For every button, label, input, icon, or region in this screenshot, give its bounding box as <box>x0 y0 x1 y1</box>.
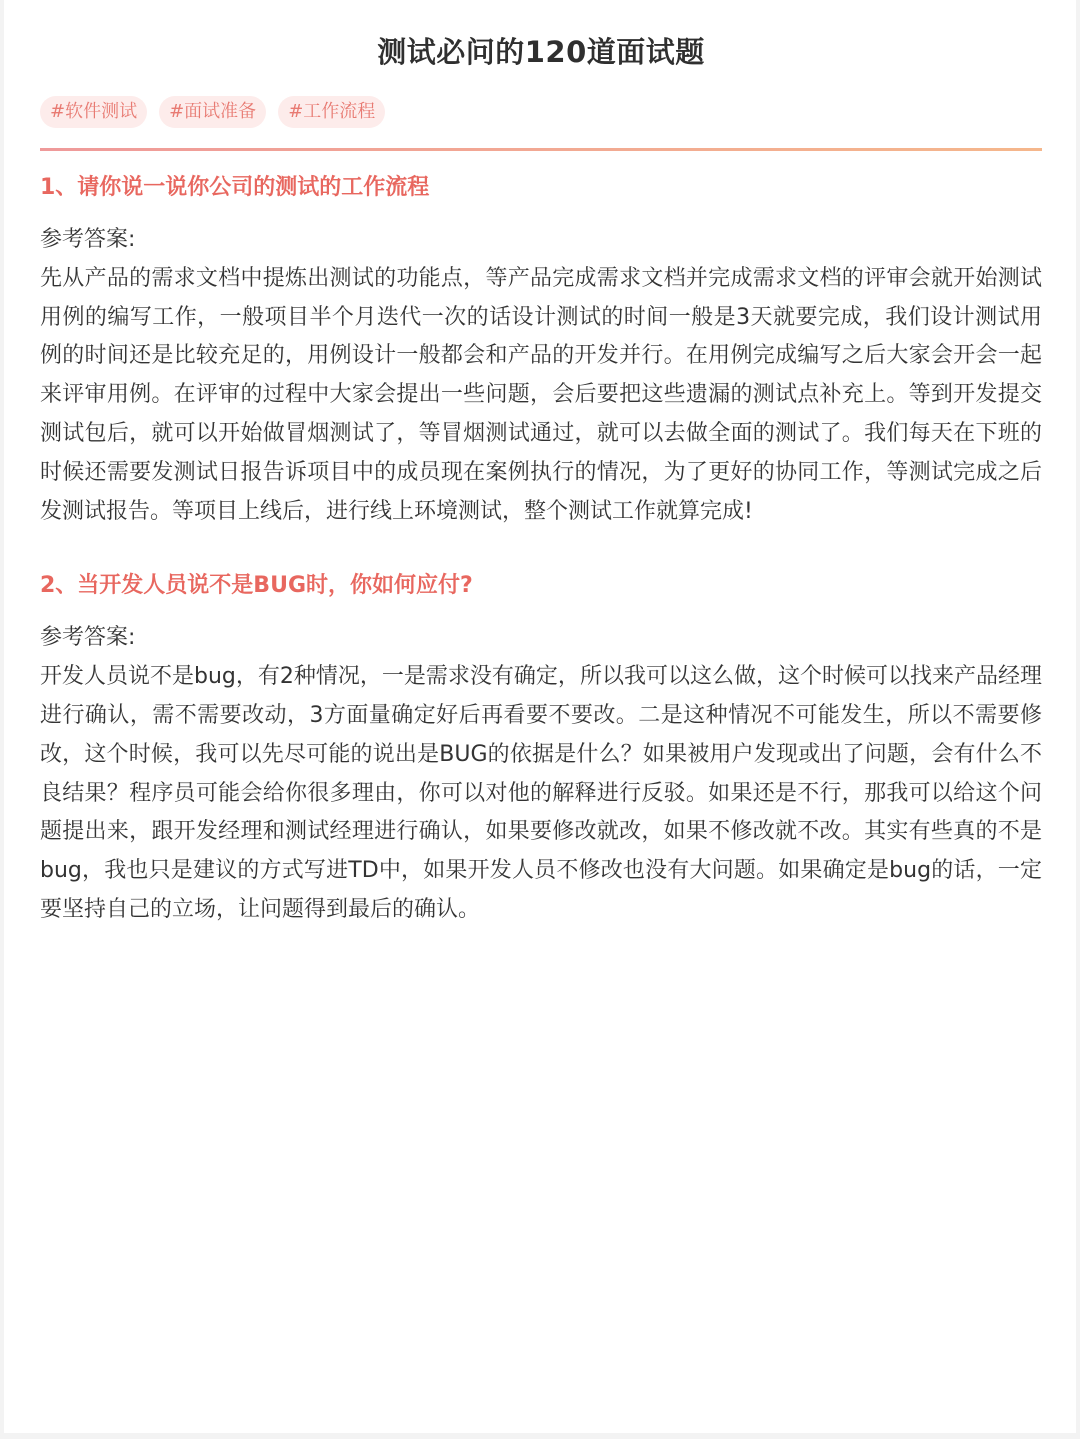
page-title: 测试必问的120道面试题 <box>377 35 705 69</box>
tag-interview-prep[interactable]: #面试准备 <box>159 96 266 128</box>
answer-text: 开发人员说不是bug，有2种情况，一是需求没有确定，所以我可以这么做，这个时候可以找来产品经理进行确认，需不需要改动，3方面量确定好后再看要不要改。二是这种情况不可能发生，所以不需要修改，这个时候，我可以先尽可能的说出是BUG的依据是什么？如果被用户发现或出了问题，会有什么不良结果？程序员可能会给你很多理由，你可以对他的解释进行反驳。如果还是不行，那我可以给这个问题提出来，跟开发经理和测试经理进行确认，如果要修改就改，如果不修改就不改。其实有些真的不是bug，我也只是建议的方式写进TD中，如果开发人员不修改也没有大问题。如果确定是bug的话，一定要坚持自己的立场，让问题得到最后的确认。 <box>40 664 1042 922</box>
answer-text: 先从产品的需求文档中提炼出测试的功能点，等产品完成需求文档并完成需求文档的评审会就开始测试用例的编写工作，一般项目半个月迭代一次的话设计测试的时间一般是3天就要完成，我们设计测试用例的时间还是比较充足的，用例设计一般都会和产品的开发并行。在用例完成编写之后大家会开会一起来评审用例。在评审的过程中大家会提出一些问题，会后要把这些遗漏的测试点补充上。等到开发提交测试包后，就可以开始做冒烟测试了，等冒烟测试通过，就可以去做全面的测试了。我们每天在下班的时候还需要发测试日报告诉项目中的成员现在案例执行的情况，为了更好的协同工作，等测试完成之后发测试报告。等项目上线后，进行线上环境测试，整个测试工作就算完成! <box>40 265 1042 524</box>
question-title: 1、请你说一说你公司的测试的工作流程 <box>40 175 430 200</box>
tag-workflow[interactable]: #工作流程 <box>278 96 385 128</box>
answer-label: 参考答案: <box>40 227 136 252</box>
title-divider <box>40 148 1042 151</box>
article-page <box>4 0 1076 1433</box>
question-section-2 <box>40 569 1042 929</box>
tag-software-testing[interactable]: #软件测试 <box>40 96 147 128</box>
question-section-1 <box>40 171 1042 531</box>
tag-list <box>40 96 1042 128</box>
answer-label: 参考答案: <box>40 625 136 651</box>
question-title: 2、当开发人员说不是BUG时，你如何应付? <box>40 573 473 599</box>
